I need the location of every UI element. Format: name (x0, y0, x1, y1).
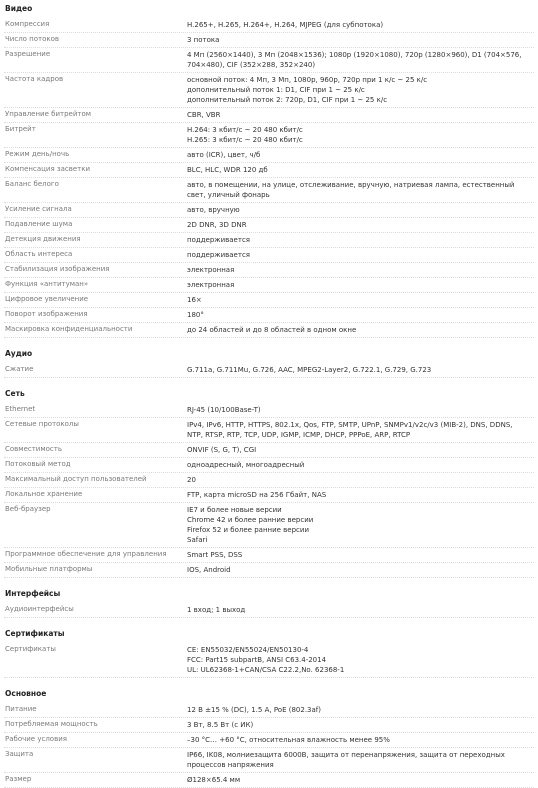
spec-label: Управление битрейтом (5, 110, 92, 118)
spec-value (187, 720, 534, 730)
spec-label: Мобильные платформы (5, 565, 93, 573)
spec-row (4, 18, 534, 33)
spec-label: Питание (5, 705, 37, 713)
spec-value-line: 1 вход; 1 выход (187, 606, 246, 614)
spec-label: Стабилизация изображения (5, 265, 110, 273)
spec-label: Частота кадров (5, 75, 64, 83)
spec-value-line: IOS, Android (187, 566, 231, 574)
spec-label: Аудиоинтерфейсы (5, 605, 74, 613)
spec-value (187, 325, 534, 335)
spec-row (4, 323, 534, 338)
spec-row (4, 563, 534, 578)
spec-label: Усиление сигнала (5, 205, 72, 213)
section-title: Интерфейсы (5, 589, 61, 598)
spec-section (4, 338, 534, 378)
spec-row (4, 148, 534, 163)
spec-section (4, 578, 534, 618)
spec-label: Режим день/ночь (5, 150, 70, 158)
spec-label: Компенсация засветки (5, 165, 91, 173)
section-gap (4, 338, 534, 345)
spec-row (4, 443, 534, 458)
spec-value-line: 4 Мп (2560×1440), 3 Мп (2048×1536); 1080p (1920×1080), 720p (1280×960), D1 (704×576, 704×480), CIF (352×288, 352×240) (187, 51, 522, 69)
spec-row (4, 548, 534, 563)
spec-value (187, 110, 534, 120)
spec-value (187, 250, 534, 260)
spec-label: Локальное хранение (5, 490, 83, 498)
spec-value-line: 3 потока (187, 36, 220, 44)
spec-row (4, 418, 534, 443)
spec-value (187, 705, 534, 715)
spec-value-line: поддерживается (187, 236, 251, 244)
spec-value-line: IP66, IK08, молниезащита 6000В, защита от перенапряжения, защита от переходных процессов напряжения (187, 751, 505, 769)
spec-value (187, 265, 534, 275)
spec-label: Сетевые протоколы (5, 420, 79, 428)
spec-value-line: Chrome 42 и более ранние версии (187, 516, 314, 524)
spec-value (187, 420, 534, 440)
section-gap (4, 378, 534, 385)
spec-value (187, 20, 534, 30)
spec-label: Баланс белого (5, 180, 59, 188)
section-gap (4, 618, 534, 625)
spec-label: Сжатие (5, 365, 34, 373)
spec-label: Детекция движения (5, 235, 81, 243)
section-title: Аудио (5, 349, 33, 358)
spec-value-line: электронная (187, 266, 235, 274)
section-title: Видео (5, 4, 33, 13)
spec-value-line: CE: EN55032/EN55024/EN50130-4 (187, 646, 309, 654)
spec-value-line: 180° (187, 311, 204, 319)
spec-value-line: Firefox 52 и более ранние версии (187, 526, 310, 534)
spec-value (187, 645, 534, 675)
spec-row (4, 363, 534, 378)
spec-label: Область интереса (5, 250, 73, 258)
spec-label: Компрессия (5, 20, 50, 28)
spec-value (187, 310, 534, 320)
section-gap (4, 678, 534, 685)
spec-label: Максимальный доступ пользователей (5, 475, 147, 483)
spec-row (4, 263, 534, 278)
spec-label: Подавление шума (5, 220, 73, 228)
spec-value (187, 750, 534, 770)
spec-value (187, 295, 534, 305)
spec-table (4, 0, 534, 788)
spec-row (4, 48, 534, 73)
spec-value-line: 12 В ±15 % (DC), 1.5 A, PoE (802.3af) (187, 706, 321, 714)
spec-row (4, 718, 534, 733)
spec-label: Цифровое увеличение (5, 295, 89, 303)
spec-row (4, 748, 534, 773)
spec-label: Рабочие условия (5, 735, 67, 743)
spec-value (187, 735, 534, 745)
spec-row (4, 278, 534, 293)
spec-label: Веб-браузер (5, 505, 51, 513)
spec-value-line: авто, в помещении, на улице, отслеживание, вручную, натриевая лампа, естественный свет, уличный фонарь (187, 181, 515, 199)
spec-label: Совместимость (5, 445, 62, 453)
spec-value (187, 775, 534, 785)
spec-value-line: –30 °C… +60 °C, относительная влажность менее 95% (187, 736, 390, 744)
spec-row (4, 293, 534, 308)
spec-section (4, 0, 534, 338)
spec-row (4, 403, 534, 418)
spec-value-line: H.264: 3 кбит/с ~ 20 480 кбит/с (187, 126, 303, 134)
spec-value-line: ONVIF (S, G, T), CGI (187, 446, 257, 454)
spec-label: Размер (5, 775, 32, 783)
spec-value (187, 460, 534, 470)
spec-section (4, 678, 534, 788)
spec-value (187, 165, 534, 175)
spec-value (187, 475, 534, 485)
spec-value (187, 75, 534, 105)
spec-value-line: IE7 и более новые версии (187, 506, 282, 514)
spec-value-line: Ø128×65.4 мм (187, 776, 241, 784)
spec-value (187, 220, 534, 230)
spec-value-line: авто, вручную (187, 206, 240, 214)
spec-row (4, 203, 534, 218)
section-gap (4, 578, 534, 585)
spec-row (4, 733, 534, 748)
spec-value-line: одноадресный, многоадресный (187, 461, 305, 469)
spec-value-line: 3 Вт, 8.5 Вт (с ИК) (187, 721, 254, 729)
spec-label: Сертификаты (5, 645, 56, 653)
spec-value (187, 280, 534, 290)
spec-value (187, 505, 534, 545)
spec-label: Ethernet (5, 405, 36, 413)
spec-value-line: BLC, HLC, WDR 120 дб (187, 166, 268, 174)
spec-label: Битрейт (5, 125, 36, 133)
section-title: Сертификаты (5, 629, 65, 638)
spec-value (187, 50, 534, 70)
spec-label: Поворот изображения (5, 310, 88, 318)
spec-value (187, 35, 534, 45)
spec-row (4, 458, 534, 473)
spec-value-line: G.711a, G.711Mu, G.726, AAC, MPEG2-Layer2, G.722.1, G.729, G.723 (187, 366, 432, 374)
spec-row (4, 163, 534, 178)
spec-value-line: H.265+, H.265, H.264+, H.264, MJPEG (для субпотока) (187, 21, 384, 29)
spec-value-line: RJ-45 (10/100Base-T) (187, 406, 261, 414)
spec-row (4, 703, 534, 718)
spec-value-line: 2D DNR, 3D DNR (187, 221, 247, 229)
spec-value-line: Safari (187, 536, 208, 544)
spec-value-line: электронная (187, 281, 235, 289)
spec-row (4, 218, 534, 233)
spec-row (4, 773, 534, 788)
spec-value (187, 180, 534, 200)
spec-label: Программное обеспечение для управления (5, 550, 167, 558)
spec-label: Потоковый метод (5, 460, 71, 468)
spec-label: Число потоков (5, 35, 60, 43)
spec-value-line: основной поток: 4 Мп, 3 Мп, 1080p, 960p, 720p при 1 к/с ~ 25 к/с (187, 76, 428, 84)
spec-value-line: Smart PSS, DSS (187, 551, 243, 559)
spec-row (4, 178, 534, 203)
spec-row (4, 123, 534, 148)
spec-value (187, 125, 534, 145)
spec-section (4, 378, 534, 578)
spec-value (187, 235, 534, 245)
spec-value-line: FTP, карта microSD на 256 Гбайт, NAS (187, 491, 327, 499)
spec-row (4, 488, 534, 503)
spec-value-line: 16× (187, 296, 202, 304)
spec-value-line: IPv4, IPv6, HTTP, HTTPS, 802.1x, Qos, FTP, SMTP, UPnP, SNMPv1/v2c/v3 (MIB-2), DNS, DDNS, NTP, RTSP, RTP, TCP, UDP, IGMP, ICMP, DHCP, PPPoE, ARP, RTCP (187, 421, 513, 439)
spec-value (187, 490, 534, 500)
spec-value-line: UL: UL62368-1+CAN/CSA C22.2,No. 62368-1 (187, 666, 345, 674)
spec-row (4, 33, 534, 48)
spec-label: Защита (5, 750, 34, 758)
spec-value-line: 20 (187, 476, 196, 484)
spec-value-line: дополнительный поток 1: D1, CIF при 1 ~ 25 к/с (187, 86, 365, 94)
spec-value (187, 405, 534, 415)
spec-value-line: FCC: Part15 subpartB, ANSI C63.4-2014 (187, 656, 327, 664)
spec-label: Функция «антитуман» (5, 280, 89, 288)
spec-value-line: авто (ICR), цвет, ч/б (187, 151, 261, 159)
spec-row (4, 73, 534, 108)
spec-value (187, 150, 534, 160)
spec-value (187, 550, 534, 560)
spec-value-line: H.265: 3 кбит/с ~ 20 480 кбит/с (187, 136, 303, 144)
spec-label: Маскировка конфиденциальности (5, 325, 133, 333)
spec-row (4, 603, 534, 618)
spec-value (187, 605, 534, 615)
spec-value (187, 365, 534, 375)
spec-label: Разрешение (5, 50, 51, 58)
spec-row (4, 108, 534, 123)
spec-row (4, 248, 534, 263)
spec-row (4, 503, 534, 548)
spec-row (4, 233, 534, 248)
spec-value (187, 205, 534, 215)
section-title: Сеть (5, 389, 25, 398)
spec-value-line: CBR, VBR (187, 111, 221, 119)
spec-value-line: до 24 областей и до 8 областей в одном окне (187, 326, 357, 334)
spec-row (4, 473, 534, 488)
spec-value (187, 445, 534, 455)
spec-value-line: дополнительный поток 2: 720p, D1, CIF при 1 ~ 25 к/с (187, 96, 388, 104)
spec-value-line: поддерживается (187, 251, 251, 259)
spec-row (4, 643, 534, 678)
spec-label: Потребляемая мощность (5, 720, 98, 728)
spec-row (4, 308, 534, 323)
spec-section (4, 618, 534, 678)
section-title: Основное (5, 689, 47, 698)
spec-value (187, 565, 534, 575)
